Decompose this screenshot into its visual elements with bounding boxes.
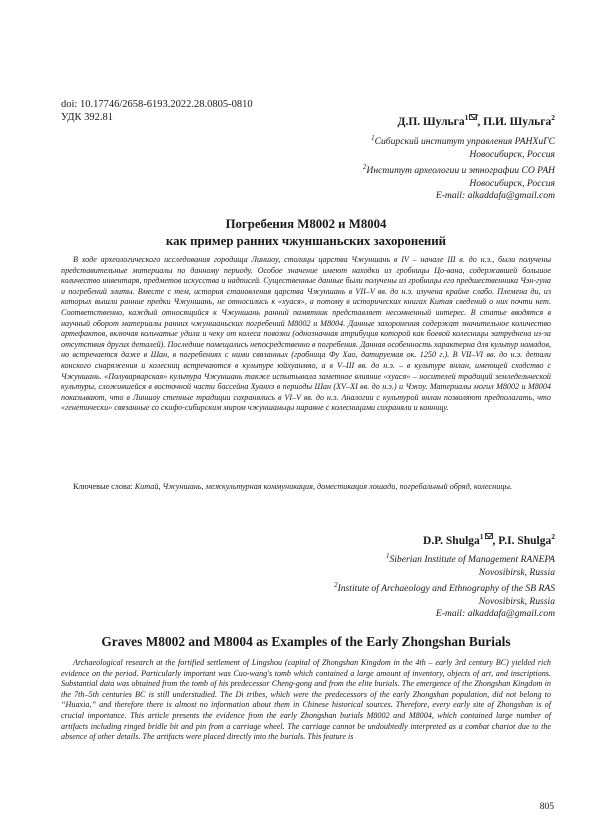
affil2-en [334,579,555,596]
title-ru-line2: как пример ранних чжуншаньских захоронений [165,234,447,248]
title-ru-line1: Погребения М8002 и М8004 [225,217,387,231]
affil1-en [334,550,555,567]
abstract-ru-text: В ходе археологического исследования городища Линшоу, столицы царства Чжуншань в IV – начале III в. до н.э., были получены представительные материалы по данному периоду. Особое значение имеют находки из гробницы Цо-вана, содержавшей большое количество инвентаря, предметов искусства и надписей. Существенные данные были получены из гробницы его предшественника Чэн-гуна и погребений элиты. Вместе с тем, история становления царства Чжуншань в VII–V вв. до н.э. изучена крайне слабо. Племена ди, из которых вышли ранние предки Чжуншань, не относились к «хуася», а потому в исторических книгах Китая сведений о них почти нет. Соответственно, каждый относящийся к Чжуншань ранний памятник представляет несомненный интерес. В статье вводятся в научный оборот материалы ранних чжуншаньских погребений М8002 и М8004. Данные захоронения содержат значительное количество артефактов, включая кольчатые удила и чеку от колеса повозки (однозначная атрибуция которой как боевой колесницы затруднена из-за отсутствия других деталей). Последние помещались непосредственно в погребения. Данная особенность характерна для культур номадов, но встречается даже в Шан, в погребениях с ними связанных (гробница Фу Хао, датируемая ок. 1250 г.). В VII–VI вв. до н.э. детали конского снаряжения и колесниц встречаются в культуре юйхуанмяо, а в V–III вв. до н.э. – в культуре янлан, имеющей сходство с Чжуншань. «Полуварварская» культура Чжуншань также испытывала заметное влияние «хуася» – носителей традиций земледельческой культуры, сложившейся в восточной части бассейна Хуанхэ в периоды Шан (XV–XI вв. до н.э.) и Чжоу. Материалы могил М8002 и М8004 показывают, что в Линшоу степные традиции сохранялись в VI–V вв. до н.э. Аналогии с культурой янлан позволяют предполагать, что «генетически» связанные со скифо-сибирским миром чжуншаньцы наравне с колесницами сохраняли и конницу. [61,255,551,413]
affiliations-en [334,550,555,621]
author1-en-sup: 1 [479,532,484,541]
abstract-ru [61,255,551,414]
author2-ru-sup: 2 [551,113,555,122]
udk: УДК 392.81 [61,112,114,123]
affil2-ru-name: Институт археологии и этнографии СО РАН [366,165,555,177]
affil1-en-city: Novosibirsk, Russia [478,566,555,578]
affil1-ru [363,132,555,149]
affil2-en-sup: 2 [334,581,338,590]
keywords-label: Ключевые слова: [73,482,135,491]
title-ru [60,216,552,250]
email-en: E-mail: alkaddafa@gmail.com [435,608,555,620]
author2-en: P.I. Shulga [498,534,552,547]
affil2-ru-sup: 2 [362,163,367,172]
page-number: 805 [539,802,554,812]
keywords-text: Китай, Чжуншань, межкультурная коммуникация, доместикация лошади, погребальный обряд, колесницы. [134,482,513,491]
affil2-en-name: Institute of Archaeology and Ethnography of the SB RAS [337,583,555,595]
affil1-ru-sup: 1 [371,134,375,142]
authors-ru [398,113,555,128]
abstract-en [61,658,551,743]
doi: doi: 10.17746/2658-6193.2022.28.0805-0810 [61,99,253,110]
email-ru: E-mail: alkaddafa@gmail.com [435,190,555,202]
affil2-ru [363,161,555,178]
affil2-en-city: Novosibirsk, Russia [478,595,555,607]
affiliations-ru [363,132,555,203]
envelope-icon [469,114,477,120]
affil2-ru-city: Новосибирск, Россия [469,177,555,189]
author2-ru: П.И. Шульга [483,115,552,128]
author2-en-sup: 2 [551,532,555,541]
author-separator-ru: , [477,115,484,128]
affil1-en-sup: 1 [385,552,390,560]
title-en: Graves M8002 and M8004 as Examples of the Early Zhongshan Burials [101,634,511,649]
affil1-ru-city: Новосибирск, Россия [469,148,555,160]
envelope-icon [485,533,493,539]
abstract-en-text: Archaeological research at the fortified settlement of Lingshou (capital of Zhongshan Kingdom in the 4th – early 3rd century BC) yielded rich evidence on the period. Particularly important was Cuo-wang's tomb which contained a large amount of inventory, objects of art, and inscriptions. Substantial data was obtained from the tomb of his predecessor Cheng-gong and from the elite burials. The emergence of the Zhongshan Kingdom in the 7th–5th centuries BC is still understudied. The Di tribes, which were the predecessors of the early Zhongshan population, did not belong to “Huaxia,” and therefore there is almost no information about them in Chinese historical sources. Therefore, every early site of Zhongshan is of crucial importance. This article presents the evidence from the early Zhongshan burials M8002 and M8004, which contained large number of artifacts including ringed bridle bit and pin from a carriage wheel. The carriage cannot be undoubtedly interpreted as a combat chariot due to the absence of other details. The artifacts were placed directly into the burials. This feature is [61,658,551,742]
authors-en [423,532,555,547]
author-separator-en: , [492,534,499,547]
author1-ru-sup: 1 [464,113,469,122]
affil1-ru-name: Сибирский институт управления РАНХиГС [374,136,555,148]
author1-en: D.P. Shulga [423,534,480,547]
author1-ru: Д.П. Шульга [397,115,465,128]
affil1-en-name: Siberian Institute of Management RANEPA [389,554,555,566]
keywords-ru [61,482,551,493]
